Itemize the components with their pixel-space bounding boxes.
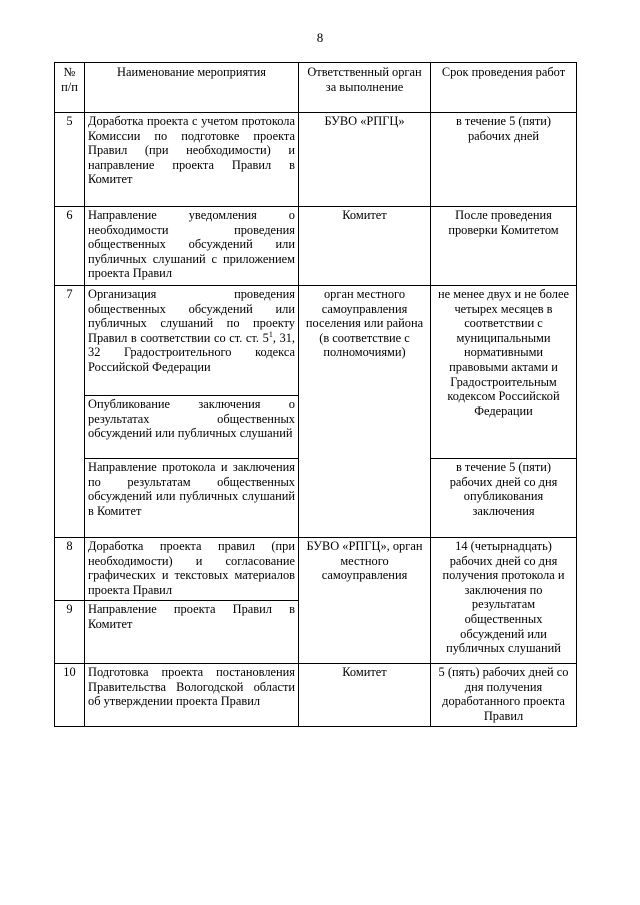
row-9-num: 9 <box>55 601 85 664</box>
row-7c-deadline: в течение 5 (пяти) рабочих дней со дня опубликования заключения <box>431 459 577 538</box>
header-num: № п/п <box>55 63 85 113</box>
row-7-deadline: не менее двух и не более четырех месяцев в соответствии с муниципальными нормативными правовыми актами и Градостроительным кодексом Российской Федерации <box>431 286 577 459</box>
row-5-name: Доработка проекта с учетом протокола Комиссии по подготовке проекта Правил (при необходимости) и направление проекта Правил в Комитет <box>85 113 299 207</box>
header-name: Наименование мероприятия <box>85 63 299 113</box>
row-6-num: 6 <box>55 207 85 286</box>
row-7b-name: Опубликование заключения о результатах общественных обсуждений или публичных слушаний <box>85 396 299 459</box>
table-header-row <box>55 63 577 113</box>
header-deadline: Срок проведения работ <box>431 63 577 113</box>
row-10-deadline: 5 (пять) рабочих дней со дня получения доработанного проекта Правил <box>431 664 577 727</box>
row-6-name: Направление уведомления о необходимости проведения общественных обсуждений или публичных слушаний с приложением проекта Правил <box>85 207 299 286</box>
row-10-num: 10 <box>55 664 85 727</box>
row-5-num: 5 <box>55 113 85 207</box>
row-6-responsible: Комитет <box>299 207 431 286</box>
events-table <box>54 62 577 727</box>
table-row <box>55 538 577 601</box>
row-7-responsible: орган местного самоуправления поселения или района (в соответствие с полномочиями) <box>299 286 431 538</box>
row-7c-name: Направление протокола и заключения по результатам общественных обсуждений или публичных слушаний в Комитет <box>85 459 299 538</box>
table-row <box>55 113 577 207</box>
row-8-9-deadline: 14 (четырнадцать) рабочих дней со дня получения протокола и заключения по результатам общественных обсуждений или публичных слушаний <box>431 538 577 664</box>
row-8-num: 8 <box>55 538 85 601</box>
row-9-name: Направление проекта Правил в Комитет <box>85 601 299 664</box>
row-10-name: Подготовка проекта постановления Правительства Вологодской области об утверждении проекта Правил <box>85 664 299 727</box>
table-row <box>55 286 577 396</box>
table-row <box>55 664 577 727</box>
page-number: 8 <box>316 30 324 45</box>
row-8-name: Доработка проекта правил (при необходимости) и согласование графических и текстовых материалов проекта Правил <box>85 538 299 601</box>
row-5-responsible: БУВО «РПГЦ» <box>299 113 431 207</box>
header-responsible: Ответственный орган за выполнение <box>299 63 431 113</box>
row-6-deadline: После проведения проверки Комитетом <box>431 207 577 286</box>
row-5-deadline: в течение 5 (пяти) рабочих дней <box>431 113 577 207</box>
row-7-num: 7 <box>55 286 85 538</box>
row-10-responsible: Комитет <box>299 664 431 727</box>
row-8-9-responsible: БУВО «РПГЦ», орган местного самоуправления <box>299 538 431 664</box>
row-7a-name: Организация проведения общественных обсуждений или публичных слушаний по проекту Правил в соответствии со ст. ст. $5^1$, 31, 32 Градостроительного кодекса Российской Федерации <box>85 286 299 396</box>
table-row <box>55 207 577 286</box>
